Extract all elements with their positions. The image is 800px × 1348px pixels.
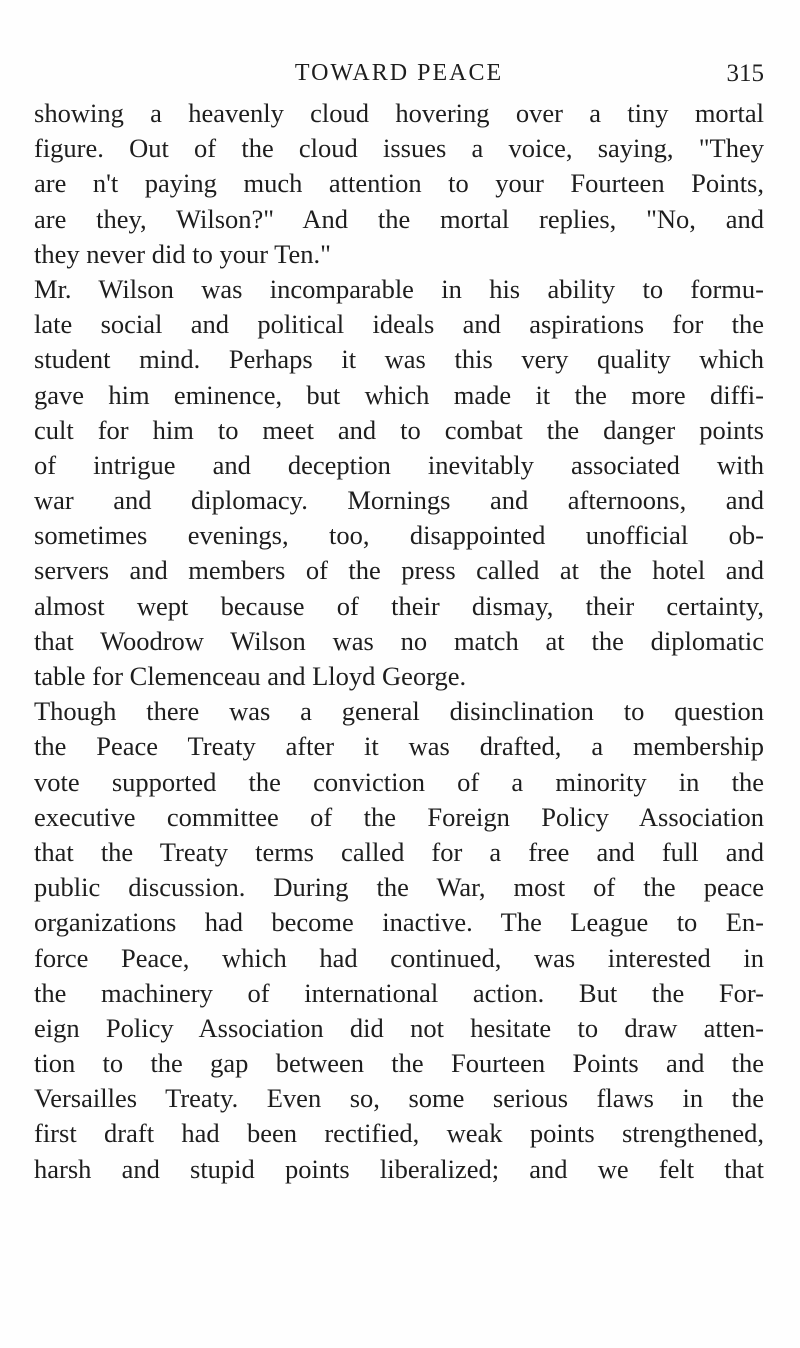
text-line: student mind. Perhaps it was this very quality which	[34, 344, 764, 375]
text-line: are they, Wilson?" And the mortal replies, "No, and	[34, 203, 764, 234]
text-line: that the Treaty terms called for a free and full and	[34, 836, 764, 867]
text-line: tion to the gap between the Fourteen Points and the	[34, 1048, 764, 1079]
text-line: almost wept because of their dismay, their certainty,	[34, 590, 764, 621]
text-line: war and diplomacy. Mornings and afternoons, and	[34, 485, 764, 516]
text-line: gave him eminence, but which made it the more diffi-	[34, 379, 764, 410]
text-line: table for Clemenceau and Lloyd George.	[34, 661, 467, 691]
text-line: Mr. Wilson was incomparable in his ability to formu-	[34, 273, 764, 304]
text-line: the machinery of international action. But the For-	[34, 977, 764, 1008]
text-line: vote supported the conviction of a minority in the	[34, 766, 764, 797]
text-line: sometimes evenings, too, disappointed unofficial ob-	[34, 520, 764, 551]
text-line: organizations had become inactive. The League to En-	[34, 907, 764, 938]
text-line: servers and members of the press called at the hotel and	[34, 555, 764, 586]
text-line: harsh and stupid points liberalized; and we felt that	[34, 1153, 764, 1184]
running-head	[34, 60, 764, 96]
text-line: showing a heavenly cloud hovering over a tiny mortal	[34, 98, 764, 128]
text-line: they never did to your Ten."	[34, 238, 331, 269]
text-line: of intrigue and deception inevitably associated with	[34, 449, 764, 480]
text-line: late social and political ideals and aspirations for the	[34, 309, 764, 340]
text-line: that Woodrow Wilson was no match at the diplomatic	[34, 625, 764, 656]
text-line: eign Policy Association did not hesitate to draw atten-	[34, 1012, 764, 1043]
text-line: executive committee of the Foreign Policy Association	[34, 801, 764, 832]
text-line: cult for him to meet and to combat the danger points	[34, 414, 764, 445]
text-line: Versailles Treaty. Even so, some serious flaws in the	[34, 1083, 764, 1114]
page-number: 315	[726, 60, 764, 87]
text-line: the Peace Treaty after it was drafted, a membership	[34, 731, 764, 762]
body-text	[34, 96, 764, 1187]
running-title: TOWARD PEACE	[294, 60, 504, 86]
text-line: Though there was a general disinclination to question	[34, 696, 764, 727]
text-line: public discussion. During the War, most of the peace	[34, 872, 764, 903]
text-line: first draft had been rectified, weak points strengthened,	[34, 1118, 764, 1149]
text-line: are n't paying much attention to your Fourteen Points,	[34, 168, 764, 199]
text-line: figure. Out of the cloud issues a voice, saying, "They	[34, 133, 764, 164]
text-line: force Peace, which had continued, was interested in	[34, 942, 764, 973]
